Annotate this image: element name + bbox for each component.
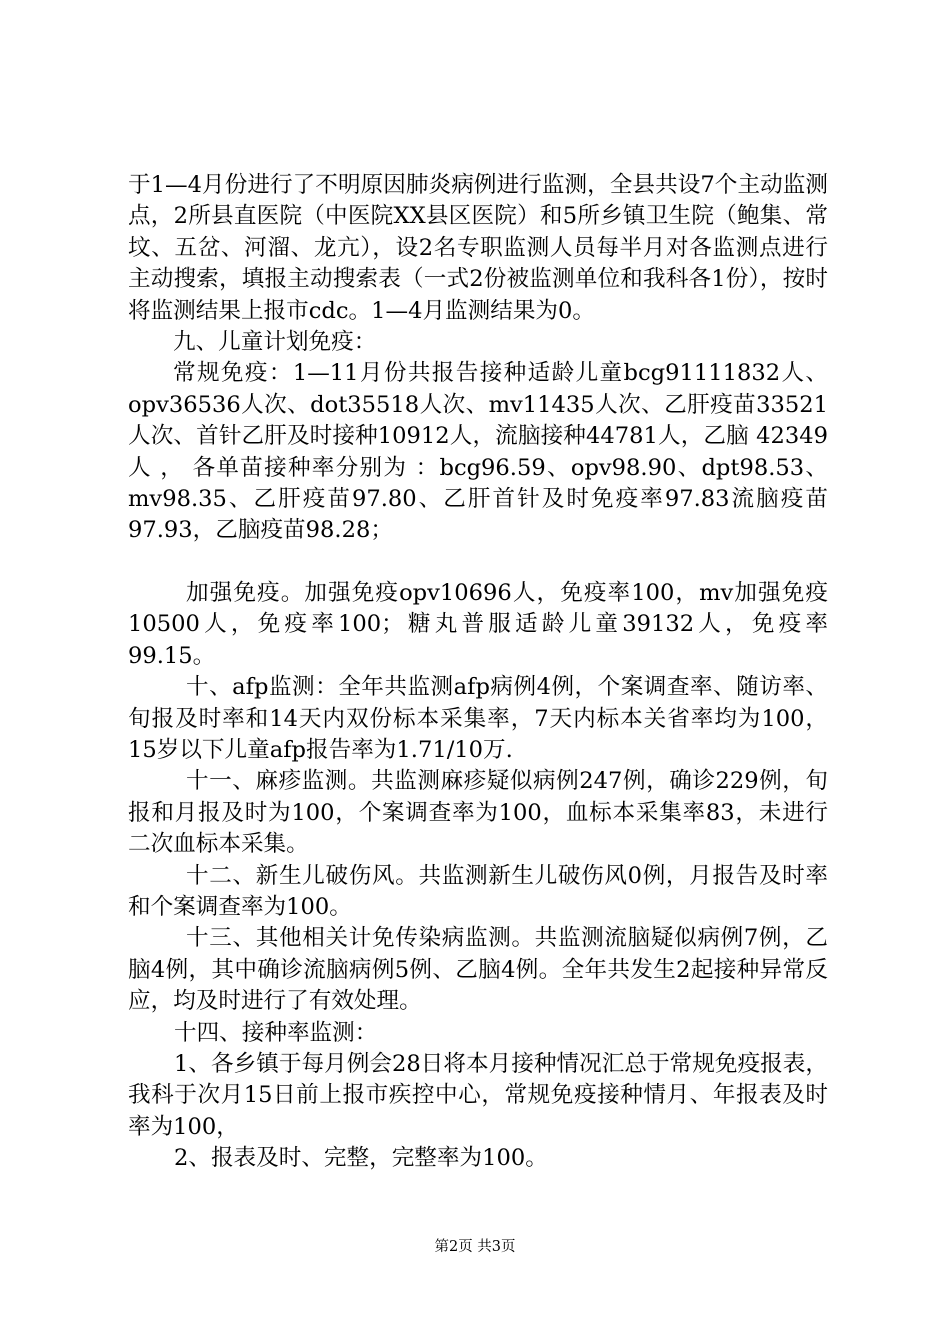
paragraph-booster-immunization: 加强免疫。加强免疫opv10696人，免疫率100，mv加强免疫10500人，免疫率100；糖丸普服适龄儿童39132人，免疫率99.15。 — [128, 579, 828, 669]
paragraph-pneumonia-monitoring: 于1—4月份进行了不明原因肺炎病例进行监测，全县共设7个主动监测点，2所县直医院（中医院XX县区医院）和5所乡镇卫生院（鲍集、常坟、五岔、河溜、龙亢），设2名专职监测人员每半月对各监测点进行主动搜索，填报主动搜索表（一式2份被监测单位和我科各1份），按时将监测结果上报市cdc。1—4月监测结果为0。 — [128, 172, 828, 324]
paragraph-other-diseases: 十三、其他相关计免传染病监测。共监测流脑疑似病例7例，乙脑4例，其中确诊流脑病例5例、乙脑4例。全年共发生2起接种异常反应，均及时进行了有效处理。 — [128, 925, 828, 1015]
paragraph-measles-monitoring: 十一、麻疹监测。共监测麻疹疑似病例247例，确诊229例，旬报和月报及时为100，个案调查率为100，血标本采集率83，未进行二次血标本采集。 — [128, 768, 828, 858]
heading-vaccination-rate: 十四、接种率监测： — [174, 1019, 378, 1046]
paragraph-afp-monitoring: 十、afp监测：全年共监测afp病例4例，个案调查率、随访率、旬报及时率和14天内双份标本采集率，7天内标本关省率均为100，15岁以下儿童afp报告率为1.71/10万. — [128, 674, 828, 763]
paragraph-neonatal-tetanus: 十二、新生儿破伤风。共监测新生儿破伤风0例，月报告及时率和个案调查率为100。 — [128, 862, 828, 920]
heading-child-immunization: 九、儿童计划免疫： — [173, 329, 377, 356]
document-body — [128, 170, 828, 1175]
paragraph-monthly-report: 1、各乡镇于每月例会28日将本月接种情况汇总于常规免疫报表，我科于次月15日前上报市疾控中心，常规免疫接种情月、年报表及时率为100， — [128, 1050, 828, 1140]
paragraph-report-completeness: 2、报表及时、完整，完整率为100。 — [174, 1145, 548, 1172]
paragraph-routine-immunization: 常规免疫：1—11月份共报告接种适龄儿童bcg91111832人、opv36536人次、dot35518人次、mv11435人次、乙肝疫苗33521人次、首针乙肝及时接种10912人，流脑接种44781人，乙脑 42349 人 ， 各单苗接种率分别为 ：bcg96.59、opv98.90、dpt98.53、mv98.35、乙肝疫苗97.80、乙肝首针及时免疫率97.83流脑疫苗97.93，乙脑疫苗98.28； — [128, 360, 828, 544]
page-footer: 第2页 共3页 — [434, 1239, 516, 1255]
